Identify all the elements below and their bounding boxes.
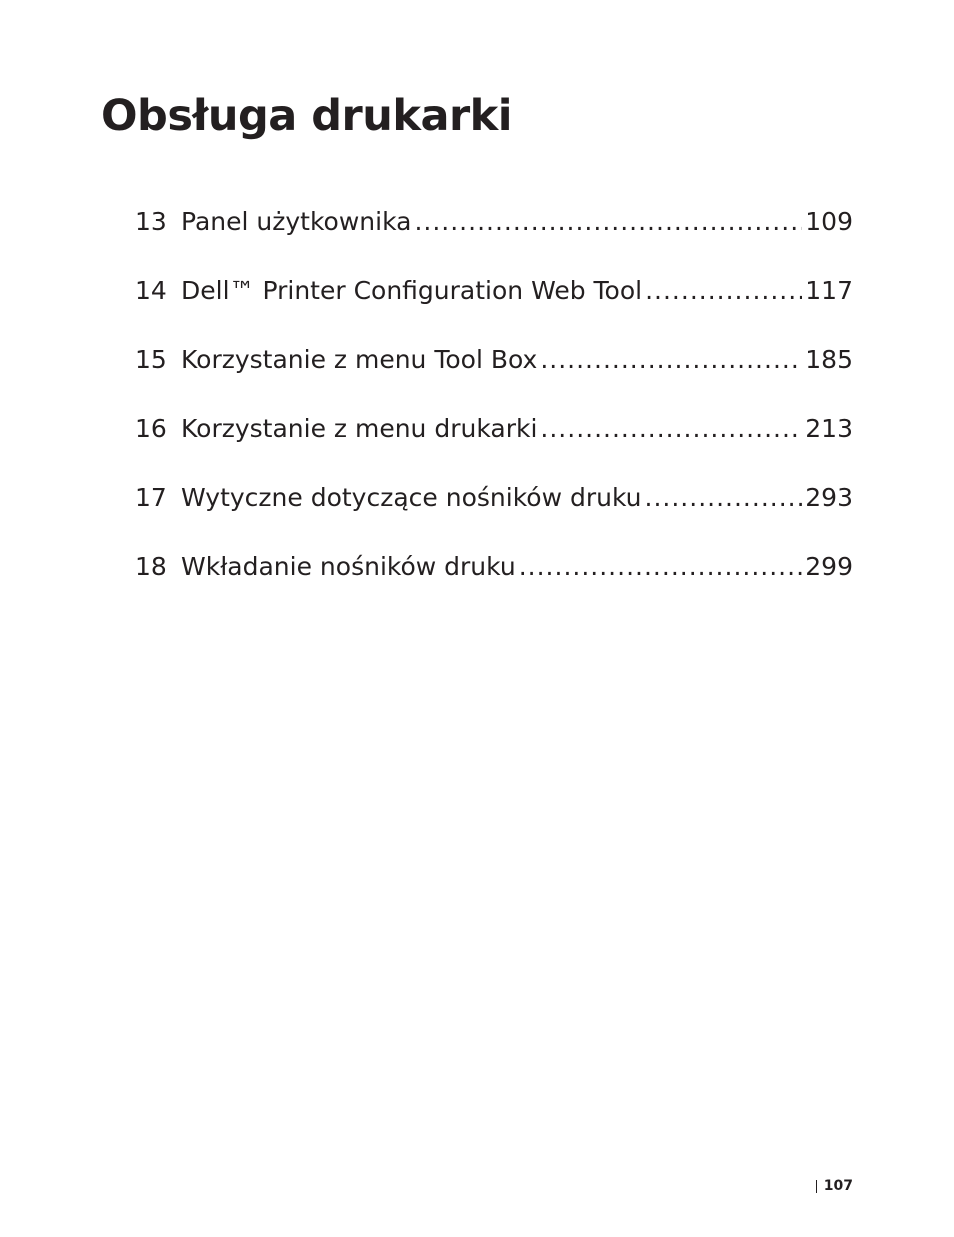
- toc-entry-16[interactable]: [135, 407, 853, 476]
- toc-entry-page: 109: [805, 207, 853, 236]
- toc-dot-leader: [645, 476, 803, 520]
- toc-entry-page: 299: [805, 552, 853, 581]
- toc-entry-title: Wkładanie nośników druku: [181, 552, 516, 581]
- toc-entry-title: Panel użytkownika: [181, 207, 412, 236]
- toc-entry-number: 18: [135, 552, 167, 581]
- toc-entry-18[interactable]: [135, 545, 853, 614]
- toc-entry-title: Dell™ Printer Configuration Web Tool: [181, 276, 643, 305]
- toc-entry-page: 185: [805, 345, 853, 374]
- toc-entry-number: 16: [135, 414, 167, 443]
- toc-entry-number: 15: [135, 345, 167, 374]
- page-number: 107: [823, 1178, 853, 1194]
- page-footer: [816, 1178, 853, 1194]
- toc-entry-14[interactable]: [135, 269, 853, 338]
- toc-entry-title: Korzystanie z menu drukarki: [181, 414, 538, 443]
- toc-entry-number: 13: [135, 207, 167, 236]
- toc-dot-leader: [519, 545, 803, 589]
- toc-entry-number: 17: [135, 483, 167, 512]
- toc-entry-page: 117: [805, 276, 853, 305]
- toc-dot-leader: [645, 269, 802, 313]
- toc-entry-page: 293: [805, 483, 853, 512]
- toc-entry-17[interactable]: [135, 476, 853, 545]
- toc-entry-page: 213: [805, 414, 853, 443]
- table-of-contents: [135, 200, 853, 614]
- toc-dot-leader: [540, 338, 802, 382]
- toc-dot-leader: [540, 407, 802, 451]
- toc-entry-15[interactable]: [135, 338, 853, 407]
- toc-entry-13[interactable]: [135, 200, 853, 269]
- toc-entry-title: Wytyczne dotyczące nośników druku: [181, 483, 642, 512]
- page-title: Obsługa drukarki: [101, 91, 513, 141]
- footer-divider: [816, 1180, 817, 1193]
- toc-entry-title: Korzystanie z menu Tool Box: [181, 345, 538, 374]
- toc-entry-number: 14: [135, 276, 167, 305]
- toc-dot-leader: [414, 200, 802, 244]
